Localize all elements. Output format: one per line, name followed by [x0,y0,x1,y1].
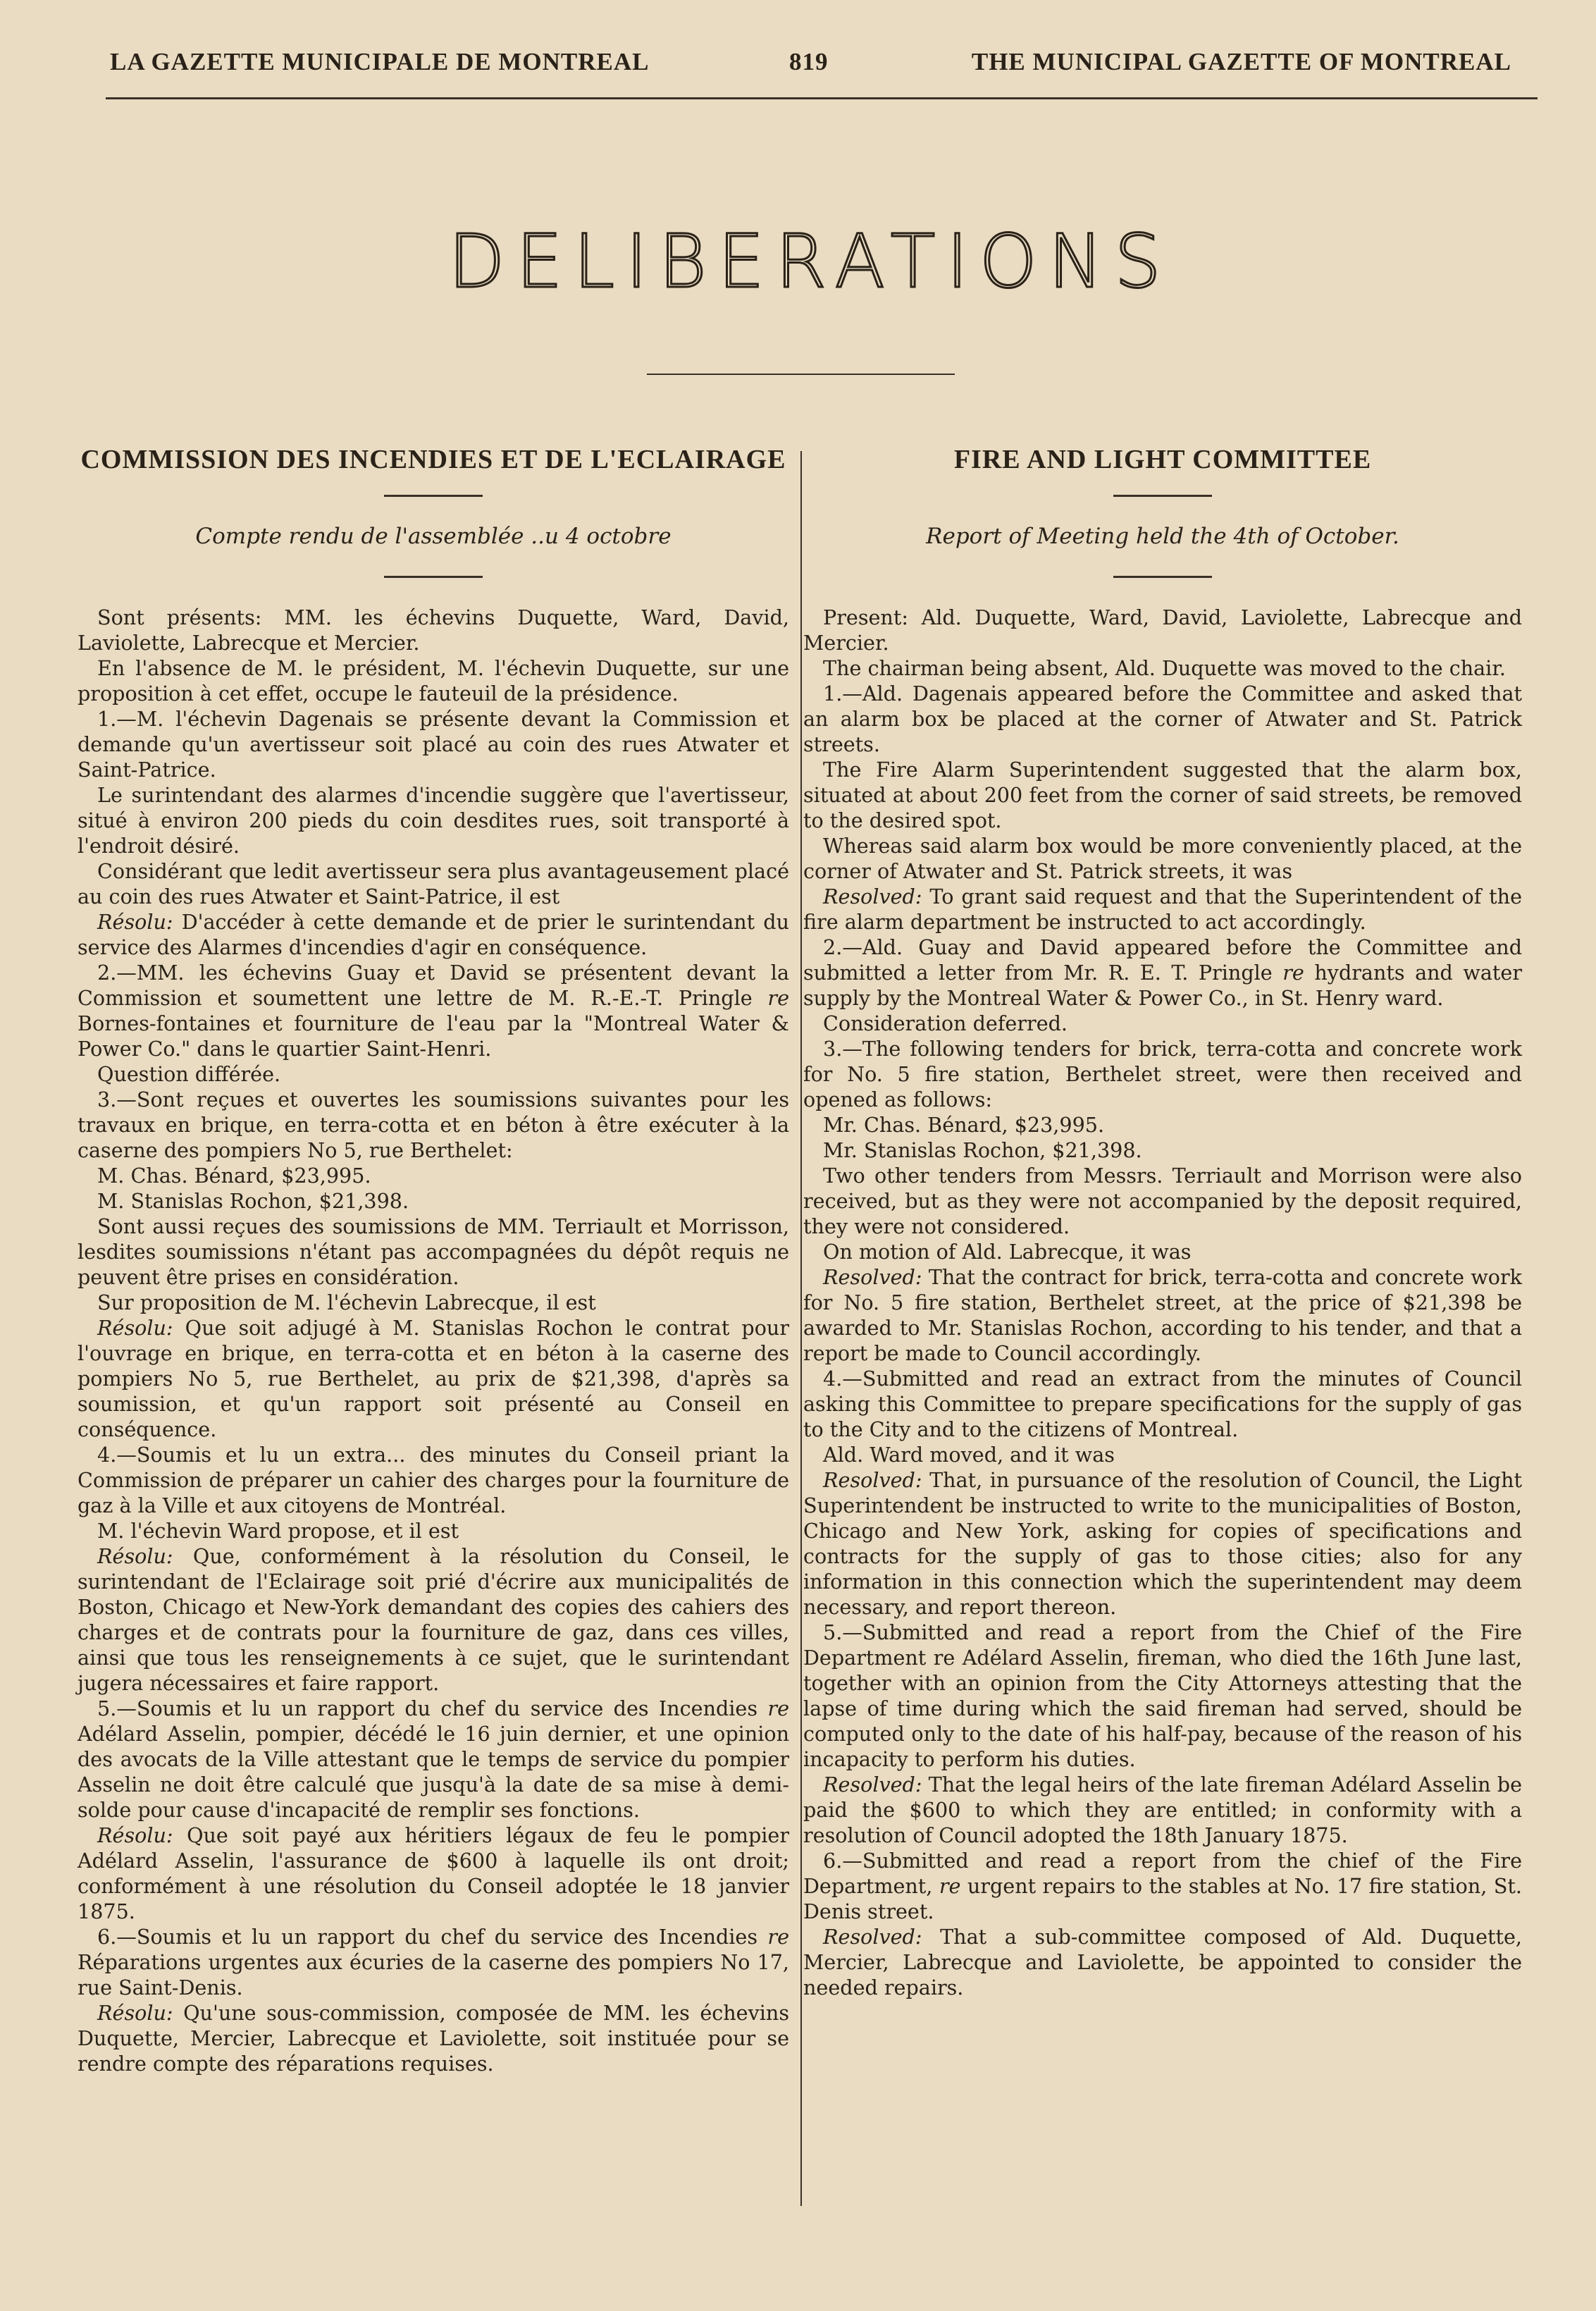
french-tender: M. Stanislas Rochon, $21,398. [97,1189,409,1213]
english-subtitle: Report of Meeting held the 4th of October. [926,524,1399,549]
french-paragraph: Le surintendant des alarmes d'incendie suggère que l'avertisseur, situé à environ 200 pieds du coin desdites rues, soit transporté à l'endroit désiré. [78,783,789,858]
paragraph-text: 5.—Soumis et lu un rapport du chef du service des Incendies [97,1696,758,1720]
french-paragraph: Considérant que ledit avertisseur sera plus avantageusement placé au coin des rues Atwater et Saint-Patrice, il est [78,859,789,908]
english-tender: Mr. Stanislas Rochon, $21,398. [823,1138,1142,1162]
english-heading: FIRE AND LIGHT COMMITTEE [953,445,1372,474]
paragraph-text: 6.—Soumis et lu un rapport du chef du service des Incendies [97,1925,758,1949]
resolution-text: D'accéder à cette demande et de prier le surintendant du service des Alarmes d'incendies d'agir en conséquence. [78,910,789,959]
paragraph-text: 2.—MM. les échevins Guay et David se présentent devant la Commission et soumettent une lettre de M. R.-E.-T. Pringle [78,961,789,1010]
resolution-text: Que, conformément à la résolution du Conseil, le surintendant de l'Eclairage soit prié d'écrire aux municipalités de Boston, Chicago et New-York demandant des copies des cahiers des charges et de contrats pour la fourniture de gaz, dans ces villes, ainsi que tous les renseignements à ce sujet, que le surintendant jugera nécessaires et faire rapport. [78,1544,789,1695]
english-paragraph [803,935,1522,1011]
header-french-title: LA GAZETTE MUNICIPALE DE MONTREAL [110,48,650,75]
re-label: re [767,1696,789,1720]
french-paragraph: 3.—Sont reçues et ouvertes les soumissions suivantes pour les travaux en brique, en terra-cotta et en béton à être exécuter à la caserne des pompiers No 5, rue Berthelet: [78,1087,789,1162]
resolution-text: That the contract for brick, terra-cotta and concrete work for No. 5 fire station, Berthelet street, at the price of $21,398 be awarded to Mr. Stanislas Rochon, according to his tender, and that a report be made to Council accordingly. [803,1265,1523,1365]
paragraph-text: 6.—Submitted and read a report from the chief of the Fire Department, [803,1849,1522,1898]
english-resolution [803,1772,1522,1848]
paragraph-text: hydrants and water supply by the Montreal Water & Power Co., in St. Henry ward. [803,961,1523,1010]
english-paragraph: 4.—Submitted and read an extract from the minutes of Council asking this Committee to prepare specifications for the supply of gas to the City and to the citizens of Montreal. [803,1367,1522,1441]
resolution-label: Resolved: [823,1265,922,1289]
english-paragraph: The chairman being absent, Ald. Duquette was moved to the chair. [823,656,1506,680]
resolution-label: Résolu: [97,1544,173,1568]
english-paragraph: Whereas said alarm box would be more conveniently placed, at the corner of Atwater and St. Patrick streets, it was [803,834,1522,883]
resolution-text: Que soit payé aux héritiers légaux de feu le pompier Adélard Asselin, l'assurance de $600 à laquelle ils ont droit; conformément à une résolution du Conseil adoptée le 18 janvier 1875. [78,1823,790,1923]
french-paragraph [78,1696,789,1823]
page-title: DELIBERATIONS [448,218,1173,304]
resolution-label: Resolved: [823,1468,922,1492]
french-paragraph: En l'absence de M. le président, M. l'échevin Duquette, sur une proposition à cet effet, occupe le fauteuil de la présidence. [78,656,789,705]
french-paragraph: Sont aussi reçues des soumissions de MM. Terriault et Morrisson, lesdites soumissions n'étant pas accompagnées du dépôt requis ne peuvent être prises en considération. [78,1214,789,1289]
english-resolution [803,884,1522,935]
resolution-text: To grant said request and that the Superintendent of the fire alarm department be instructed to act accordingly. [803,885,1522,934]
french-paragraph: Sont présents: MM. les échevins Duquette, Ward, David, Laviolette, Labrecque et Mercier. [78,605,789,655]
re-label: re [767,986,789,1010]
french-resolution [78,1823,789,1924]
french-paragraph: Question différée. [97,1062,281,1086]
french-column [78,444,789,2076]
french-paragraph [78,960,789,1061]
english-paragraph: Present: Ald. Duquette, Ward, David, Laviolette, Labrecque and Mercier. [803,605,1522,655]
column-divider [800,451,802,2206]
re-label: re [767,1925,789,1949]
french-resolution [78,1543,789,1696]
resolution-label: Resolved: [823,1925,922,1949]
header-rule [106,97,1538,99]
resolution-label: Resolved: [823,885,922,908]
running-header [106,48,1511,83]
re-label: re [939,1874,961,1898]
english-tender: Mr. Chas. Bénard, $23,995. [823,1113,1105,1137]
english-paragraph: 1.—Ald. Dagenais appeared before the Committee and asked that an alarm box be placed at the corner of Atwater and St. Patrick streets. [803,682,1522,756]
re-label: re [1282,961,1304,985]
french-paragraph: 4.—Soumis et lu un extra... des minutes du Conseil priant la Commission de préparer un cahier des charges pour la fourniture de gaz à la Ville et aux citoyens de Montréal. [78,1443,789,1517]
resolution-text: That, in pursuance of the resolution of Council, the Light Superintendent be instructed to write to the municipalities of Boston, Chicago and New York, asking for copies of specifications and contracts for the supply of gas to those cities; also for any information in this connection which the superintendent may deem necessary, and report thereon. [803,1468,1522,1619]
resolution-text: Que soit adjugé à M. Stanislas Rochon le contrat pour l'ouvrage en brique, en terra-cotta et en béton à la caserne des pompiers No 5, rue Berthelet, au prix de $21,398, d'après sa soumission, et qu'un rapport soit présenté au Conseil en conséquence. [78,1316,790,1441]
resolution-label: Résolu: [97,1316,173,1340]
resolution-label: Résolu: [97,910,173,934]
english-paragraph [803,1848,1522,1924]
french-subtitle: Compte rendu de l'assemblée ..u 4 octobre [195,524,672,549]
english-resolution [803,1264,1522,1366]
french-heading: COMMISSION DES INCENDIES ET DE L'ECLAIRAGE [80,445,786,474]
resolution-text: Qu'une sous-commission, composée de MM. les échevins Duquette, Mercier, Labrecque et Laviolette, soit instituée pour se rendre compte des réparations requises. [78,2001,789,2076]
english-subtitle-rule [1113,576,1212,578]
english-paragraph: Consideration deferred. [823,1011,1068,1035]
resolution-text: That the legal heirs of the late fireman Adélard Asselin be paid the $600 to which they are entitled; in conformity with a resolution of Council adopted the 18th January 1875. [803,1773,1522,1847]
french-paragraph: 1.—M. l'échevin Dagenais se présente devant la Commission et demande qu'un avertisseur soit placé au coin des rues Atwater et Saint-Patrice. [78,707,789,782]
french-resolution [78,1315,789,1442]
english-paragraph: 5.—Submitted and read a report from the Chief of the Fire Department re Adélard Asselin, fireman, who died the 16th June last, together with an opinion from the City Attorneys attesting that the lapse of time during which the said fireman had served, should be computed only to the date of his half-pay, because of the reason of his incapacity to perform his duties. [803,1620,1522,1771]
english-resolution [803,1467,1522,1620]
english-paragraph: On motion of Ald. Labrecque, it was [823,1240,1192,1264]
title-rule [647,374,955,375]
resolution-label: Résolu: [97,2001,173,2025]
resolution-text: That a sub-committee composed of Ald. Duquette, Mercier, Labrecque and Laviolette, be appointed to consider the needed repairs. [803,1925,1522,1999]
page-number: 819 [789,48,829,75]
paragraph-text: urgent repairs to the stables at No. 17 fire station, St. Denis street. [803,1874,1522,1923]
french-paragraph: M. l'échevin Ward propose, et il est [97,1519,459,1543]
french-paragraph [78,1924,789,2000]
english-paragraph: Ald. Ward moved, and it was [823,1443,1115,1467]
french-subtitle-rule [384,576,483,578]
french-resolution [78,909,789,960]
english-paragraph: 3.—The following tenders for brick, terra-cotta and concrete work for No. 5 fire station, Berthelet street, were then received and opened as follows: [803,1037,1522,1111]
paragraph-text: Bornes-fontaines et fourniture de l'eau par la "Montreal Water & Power Co." dans le quartier Saint-Henri. [78,1011,789,1061]
english-heading-rule [1113,495,1212,497]
header-english-title: THE MUNICIPAL GAZETTE OF MONTREAL [971,48,1511,75]
resolution-label: Resolved: [823,1773,922,1797]
english-resolution [803,1924,1522,2000]
french-paragraph: Sur proposition de M. l'échevin Labrecque, il est [97,1290,596,1314]
french-heading-rule [384,495,483,497]
english-column [803,444,1522,2000]
french-resolution [78,2000,789,2076]
paragraph-text: Réparations urgentes aux écuries de la caserne des pompiers No 17, rue Saint-Denis. [78,1950,789,1999]
english-paragraph: Two other tenders from Messrs. Terriault and Morrison were also received, but as they were not accompanied by the deposit required, they were not considered. [803,1164,1522,1238]
french-tender: M. Chas. Bénard, $23,995. [97,1164,371,1188]
paragraph-text: Adélard Asselin, pompier, décédé le 16 juin dernier, et une opinion des avocats de la Ville attestant que le temps de service du pompier Asselin ne doit être calculé que jusqu'à la date de sa mise à demi-solde pour cause d'incapacité de remplir ses fonctions. [78,1722,789,1822]
english-paragraph: The Fire Alarm Superintendent suggested that the alarm box, situated at about 200 feet from the corner of said streets, be removed to the desired spot. [803,758,1522,832]
resolution-label: Résolu: [97,1823,173,1847]
paragraph-text: 2.—Ald. Guay and David appeared before the Committee and submitted a letter from Mr. R. E. T. Pringle [803,935,1522,985]
